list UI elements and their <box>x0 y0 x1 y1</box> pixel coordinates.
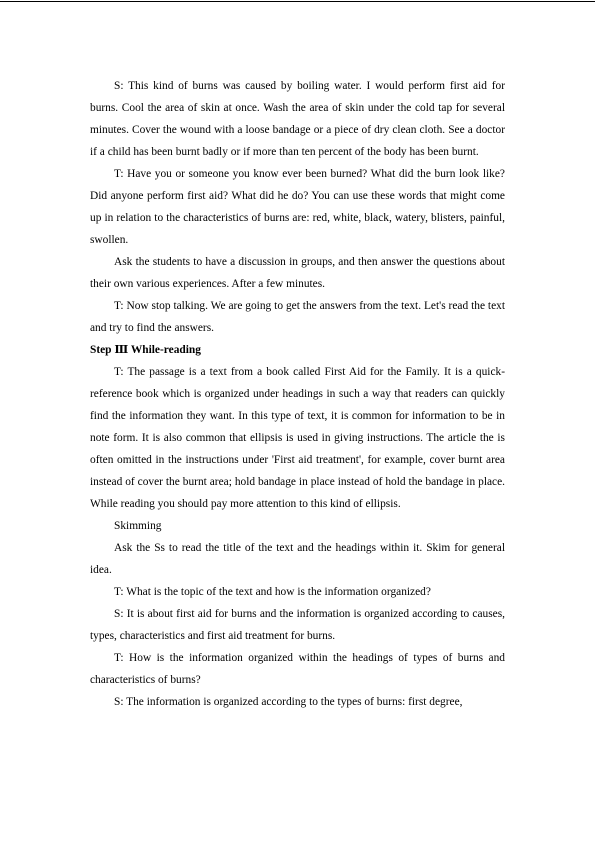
paragraph-teacher-organization-question: T: How is the information organized within the headings of types of burns and characteristics of burns? <box>90 652 505 686</box>
step-heading: Step Ⅲ While-reading <box>90 344 201 356</box>
top-border-line <box>0 1 595 2</box>
paragraph-teacher-stop-talking: T: Now stop talking. We are going to get the answers from the text. Let's read the text and try to find the answers. <box>90 300 505 334</box>
paragraph-student-answer-boiling-water: S: This kind of burns was caused by boiling water. I would perform first aid for burns. Cool the area of skin at once. Wash the area of skin under the cold tap for several minutes. Cover the wound with a loose bandage or a piece of dry clean cloth. See a doctor if a child has been burnt badly or if more than ten percent of the body has been burnt. <box>90 80 505 158</box>
paragraph-student-topic-answer: S: It is about first aid for burns and the information is organized according to causes, types, characteristics and first aid treatment for burns. <box>90 608 505 642</box>
paragraph-teacher-topic-question: T: What is the topic of the text and how is the information organized? <box>114 586 431 598</box>
paragraph-teacher-passage-description: T: The passage is a text from a book called First Aid for the Family. It is a quick-reference book which is organized under headings in such a way that readers can quickly find the information they want. In this type of text, it is common for information to be in note form. It is also common that ellipsis is used in giving instructions. The article the is often omitted in the instructions under 'First aid treatment', for example, cover burnt area instead of cover the burnt area; hold bandage in place instead of hold the bandage in place. While reading you should pay more attention to this kind of ellipsis. <box>90 366 505 510</box>
paragraph-teacher-question-burns: T: Have you or someone you know ever been burned? What did the burn look like? Did anyone perform first aid? What did he do? You can use these words that might come up in relation to the characteristics of burns are: red, white, black, watery, blisters, painful, swollen. <box>90 168 505 246</box>
paragraph-student-organization-answer: S: The information is organized according to the types of burns: first degree, <box>114 696 463 708</box>
paragraph-skim-instruction: Ask the Ss to read the title of the text and the headings within it. Skim for general idea. <box>90 542 505 576</box>
paragraph-group-discussion: Ask the students to have a discussion in groups, and then answer the questions about their own various experiences. After a few minutes. <box>90 256 505 290</box>
document-body <box>90 75 505 713</box>
subheading-skimming: Skimming <box>114 520 162 532</box>
